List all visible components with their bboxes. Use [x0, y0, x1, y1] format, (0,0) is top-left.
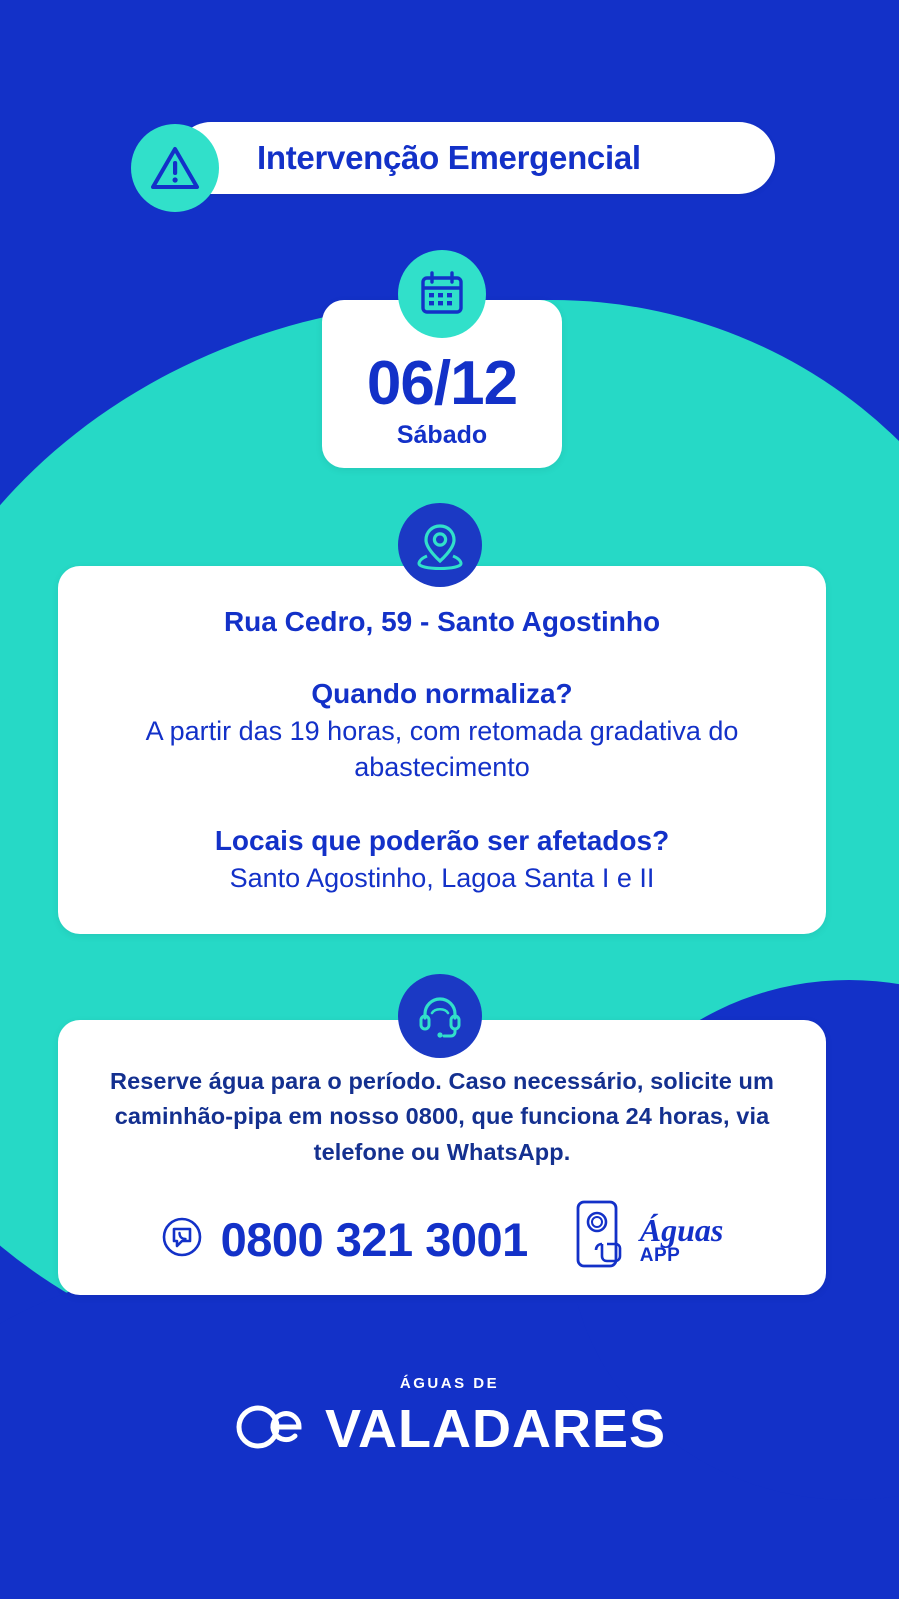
- answer-normalization: A partir das 19 horas, com retomada gradativa do abastecimento: [145, 716, 739, 782]
- calendar-icon: [398, 250, 486, 338]
- phone-number[interactable]: 0800 321 3001: [220, 1213, 528, 1266]
- ae-monogram-icon: [233, 1402, 307, 1457]
- contact-message: Reserve água para o período. Caso necessário, solicite um caminhão-pipa em nosso 0800, que funciona 24 horas, via telefone ou WhatsApp.: [110, 1068, 774, 1165]
- mobile-app-icon: [572, 1198, 632, 1281]
- affected-address: Rua Cedro, 59 - Santo Agostinho: [223, 606, 661, 637]
- app-name: Águas: [639, 1212, 724, 1248]
- location-pin-icon: [398, 503, 482, 587]
- answer-affected-areas: Santo Agostinho, Lagoa Santa I e II: [229, 863, 655, 894]
- headset-support-icon: [398, 974, 482, 1058]
- footer-logo: [0, 1375, 899, 1460]
- footer-brand-row: [0, 1398, 899, 1460]
- date-weekday: Sábado: [396, 421, 488, 449]
- question-affected-areas: Locais que poderão ser afetados?: [214, 825, 670, 857]
- footer-brand-name: VALADARES: [324, 1399, 666, 1459]
- app-text: [640, 1214, 724, 1265]
- aguas-app-badge[interactable]: [572, 1198, 724, 1281]
- contact-card: [58, 1020, 826, 1295]
- app-label: APP: [639, 1245, 681, 1266]
- question-normalization: Quando normaliza?: [311, 678, 573, 709]
- phone-row: [58, 1198, 826, 1281]
- date-value: 06/12: [366, 349, 518, 418]
- footer-top-label: ÁGUAS DE: [399, 1375, 500, 1392]
- warning-triangle-icon: [131, 124, 219, 212]
- page-title: Intervenção Emergencial: [257, 139, 641, 176]
- whatsapp-phone-icon: [161, 1216, 203, 1263]
- header-banner: [175, 122, 775, 194]
- info-card: [58, 566, 826, 934]
